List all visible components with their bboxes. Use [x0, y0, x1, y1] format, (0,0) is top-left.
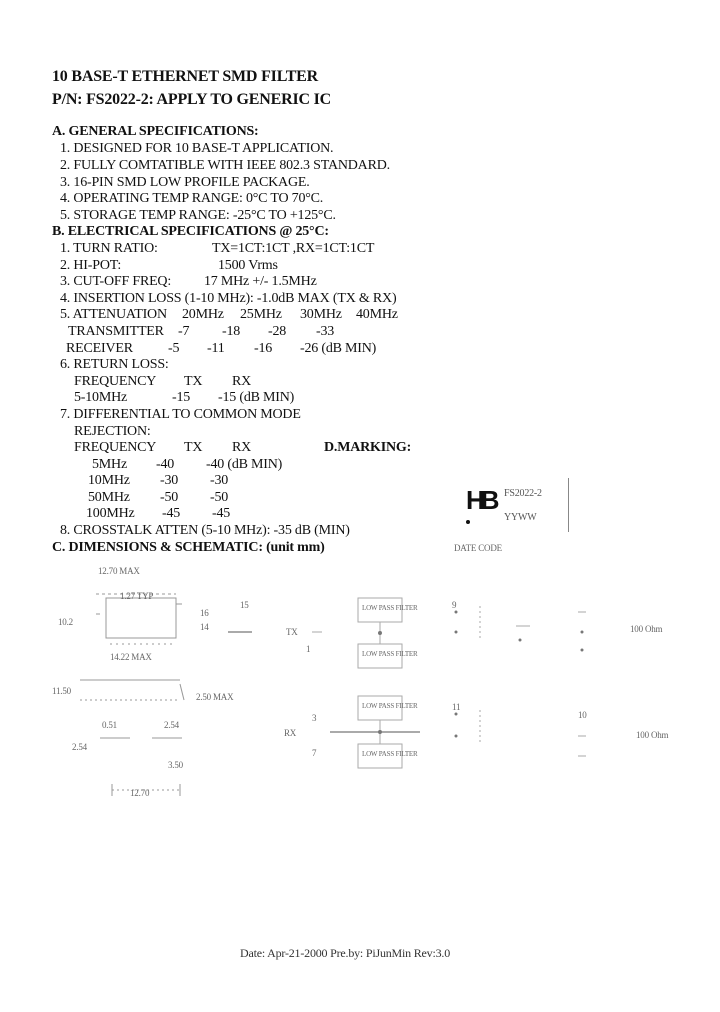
dim-lead-height: 2.50 MAX: [196, 692, 234, 702]
atten-freq-3: 30MHz: [300, 307, 342, 322]
rl-col-freq: FREQUENCY: [74, 374, 157, 389]
receiver-label: RECEIVER: [66, 341, 133, 356]
dm-row-1-freq: 5MHz: [92, 457, 127, 472]
attenuation-label: 5. ATTENUATION: [60, 307, 167, 322]
atten-freq-4: 40MHz: [356, 307, 398, 322]
atten-freq-1: 20MHz: [182, 307, 224, 322]
dm-col-freq: FREQUENCY: [74, 440, 157, 455]
schematic-pin-15: 15: [240, 600, 249, 610]
dm-row-2-freq: 10MHz: [88, 473, 130, 488]
schematic-pin-16: 16: [200, 608, 209, 618]
tx-atten-4: -33: [316, 324, 335, 339]
rl-col-tx: TX: [184, 374, 203, 389]
marking-caption: DATE CODE: [454, 543, 502, 553]
rx-atten-3: -16: [254, 341, 273, 356]
general-item-4: 4. OPERATING TEMP RANGE: 0°C TO 70°C.: [60, 191, 324, 206]
schematic-pin-10: 10: [578, 710, 587, 720]
dm-row-4-rx: -45: [212, 506, 231, 521]
general-heading: A. GENERAL SPECIFICATIONS:: [52, 124, 259, 139]
insertion-loss: 4. INSERTION LOSS (1-10 MHz): -1.0dB MAX (TX & RX): [60, 291, 397, 306]
document-title: 10 BASE-T ETHERNET SMD FILTER: [52, 68, 318, 85]
dim-body-width: 14.22 MAX: [110, 652, 152, 662]
tx-atten-2: -18: [222, 324, 241, 339]
hipot-label: 2. HI-POT:: [60, 258, 122, 273]
dm-row-3-rx: -50: [210, 490, 229, 505]
dm-row-2-tx: -30: [160, 473, 179, 488]
dm-row-3-tx: -50: [160, 490, 179, 505]
rl-rx: -15 (dB MIN): [218, 390, 295, 405]
tx-atten-1: -7: [178, 324, 190, 339]
transmitter-label: TRANSMITTER: [68, 324, 164, 339]
general-item-5: 5. STORAGE TEMP RANGE: -25°C TO +125°C.: [60, 208, 336, 223]
differential-label2: REJECTION:: [74, 424, 151, 439]
dim-side-span: 11.50: [52, 686, 71, 696]
marking-heading: D.MARKING:: [324, 440, 412, 455]
general-item-2: 2. FULLY COMTATIBLE WITH IEEE 802.3 STANDARD.: [60, 158, 390, 173]
schematic-tx-label: TX: [286, 627, 298, 637]
dim-side-height: 10.2: [58, 617, 73, 627]
schematic-rx-label: RX: [284, 728, 297, 738]
schematic-res-top: 100 Ohm: [630, 624, 663, 634]
marking-logo: HB: [466, 485, 496, 515]
schematic-pin-11: 11: [452, 702, 461, 712]
dm-row-2-rx: -30: [210, 473, 229, 488]
dim-top-width: 12.70 MAX: [98, 566, 140, 576]
marking-line1: FS2022-2: [504, 488, 542, 499]
schematic-pin-14: 14: [200, 622, 209, 632]
dm-row-4-freq: 100MHz: [86, 506, 135, 521]
dim-pitch: 1.27 TYP: [120, 591, 154, 601]
dm-col-rx: RX: [232, 440, 252, 455]
dim-pad2: 0.51: [102, 720, 117, 730]
rx-atten-4: -26 (dB MIN): [300, 341, 377, 356]
atten-freq-2: 25MHz: [240, 307, 282, 322]
schematic-filter-4: LOW PASS FILTER: [362, 750, 418, 758]
dm-row-1-rx: -40 (dB MIN): [206, 457, 283, 472]
dim-pad-span: 12.70: [130, 788, 150, 798]
return-loss-label: 6. RETURN LOSS:: [60, 357, 169, 372]
dm-col-tx: TX: [184, 440, 203, 455]
part-number: P/N: FS2022-2: APPLY TO GENERIC IC: [52, 91, 332, 108]
schematic-filter-3: LOW PASS FILTER: [362, 702, 418, 710]
cutoff-value: 17 MHz +/- 1.5MHz: [204, 274, 317, 289]
rx-atten-1: -5: [168, 341, 180, 356]
dm-row-3-freq: 50MHz: [88, 490, 130, 505]
turn-ratio-value: TX=1CT:1CT ,RX=1CT:1CT: [212, 241, 375, 256]
dimensions-heading: C. DIMENSIONS & SCHEMATIC: (unit mm): [52, 540, 325, 555]
turn-ratio-label: 1. TURN RATIO:: [60, 241, 158, 256]
tx-atten-3: -28: [268, 324, 287, 339]
schematic-pin-1: 1: [306, 644, 311, 654]
schematic-pin-9: 9: [452, 600, 457, 610]
schematic-filter-1: LOW PASS FILTER: [362, 604, 418, 612]
schematic-pin-3: 3: [312, 713, 317, 723]
dim-pad1: 2.54: [164, 720, 179, 730]
rx-atten-2: -11: [207, 341, 225, 356]
cutoff-label: 3. CUT-OFF FREQ:: [60, 274, 172, 289]
schematic-res-bot: 100 Ohm: [636, 730, 669, 740]
hipot-value: 1500 Vrms: [218, 258, 278, 273]
crosstalk: 8. CROSSTALK ATTEN (5-10 MHz): -35 dB (MIN): [60, 523, 350, 538]
marking-line2: YYWW: [504, 512, 537, 523]
general-item-1: 1. DESIGNED FOR 10 BASE-T APPLICATION.: [60, 141, 334, 156]
rl-tx: -15: [172, 390, 191, 405]
general-item-3: 3. 16-PIN SMD LOW PROFILE PACKAGE.: [60, 175, 310, 190]
dim-pad4: 2.54: [72, 742, 87, 752]
rl-col-rx: RX: [232, 374, 252, 389]
footer-info: Date: Apr-21-2000 Pre.by: PiJunMin Rev:3.0: [240, 946, 451, 960]
schematic-filter-2: LOW PASS FILTER: [362, 650, 418, 658]
dim-pad3: 3.50: [168, 760, 183, 770]
differential-label: 7. DIFFERENTIAL TO COMMON MODE: [60, 407, 301, 422]
electrical-heading: B. ELECTRICAL SPECIFICATIONS @ 25°C:: [52, 224, 329, 239]
rl-freq: 5-10MHz: [74, 390, 128, 405]
schematic-pin-7: 7: [312, 748, 317, 758]
dm-row-1-tx: -40: [156, 457, 175, 472]
dm-row-4-tx: -45: [162, 506, 181, 521]
